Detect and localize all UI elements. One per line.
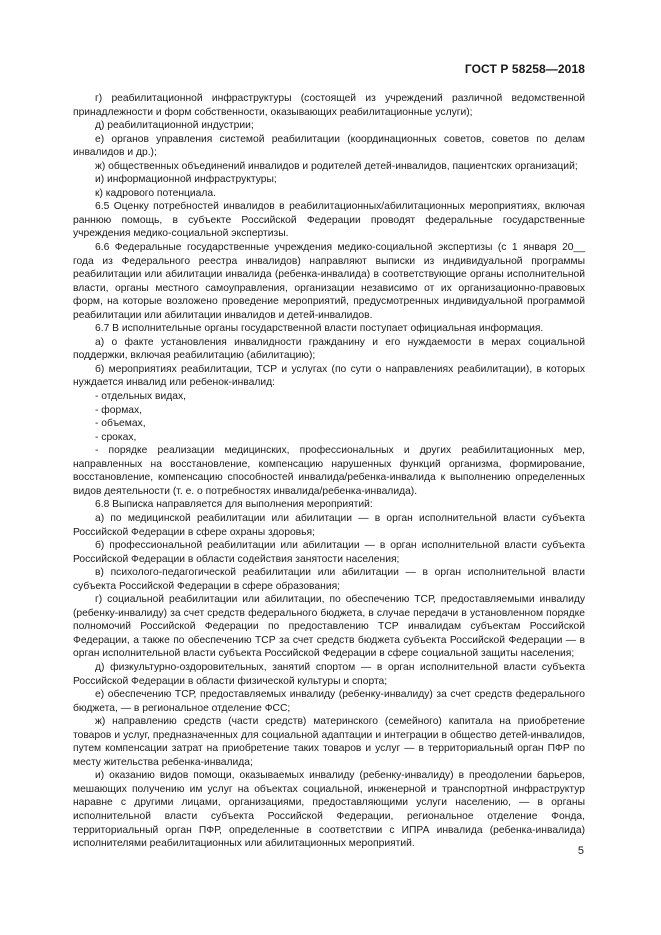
paragraph: 6.8 Выписка направляется для выполнения мероприятий: <box>95 499 373 511</box>
paragraph: а) по медицинской реабилитации или абилитации — в орган исполнительной власти субъекта Российской Федерации в сфере охраны здоровья; <box>73 512 585 538</box>
paragraph: и) информационной инфраструктуры; <box>95 174 277 186</box>
paragraph: ж) общественных объединений инвалидов и родителей детей-инвалидов, пациентских организаций; <box>95 160 578 172</box>
list-item: - порядке реализации медицинских, профессиональных и других реабилитационных мер, направленных на восстановление, компенсацию нарушенных функций организма, формирование, восстановление, компенсацию способностей инвалида/ребенка-инвалида к выполнению определенных видов деятельности (т. е. о потребностях инвалида/ребенка-инвалида). <box>73 445 585 497</box>
page-number: 5 <box>577 845 584 857</box>
list-item: - отдельных видах, <box>95 391 186 403</box>
paragraph: 6.5 Оценку потребностей инвалидов в реабилитационных/абилитационных мероприятиях, включая раннюю помощь, в субъекте Российской Федерации проводят федеральные государственные учреждения медико-социальной экспертизы. <box>73 201 585 240</box>
list-item: - формах, <box>95 404 143 416</box>
paragraph: и) оказанию видов помощи, оказываемых инвалиду (ребенку-инвалиду) в преодолении барьеров, мешающих получению им услуг на объектах социальной, инженерной и транспортной инфраструктур наравне с другими лицами, организациями, предоставляющими услуги населению, — в органы исполнительной власти субъекта Российской Федерации, региональное отделение Фонда, территориальный орган ПФР, определенные в соответствии с ИПРА инвалида (ребенка-инвалида) исполнителями реабилитационных или абилитационных мероприятий. <box>73 770 585 850</box>
paragraph: е) органов управления системой реабилитации (координационных советов, советов по делам инвалидов и др.); <box>73 133 585 159</box>
paragraph: е) обеспечению ТСР, предоставляемых инвалиду (ребенку-инвалиду) за счет средств федерального бюджета, — в региональное отделение ФСС; <box>73 689 585 714</box>
list-item: - объемах, <box>95 418 146 430</box>
list-item: - сроках, <box>95 431 137 443</box>
paragraph: б) мероприятиях реабилитации, ТСР и услугах (по сути о направлениях реабилитации), в которых нуждается инвалид или ребенок-инвалид: <box>73 363 585 389</box>
paragraph: д) физкультурно-оздоровительных, занятий спортом — в орган исполнительной власти субъекта Российской Федерации в области физической культуры и спорта; <box>73 661 585 687</box>
paragraph: г) реабилитационной инфраструктуры (состоящей из учреждений различной ведомственной принадлежности и форм собственности, оказывающих реабилитационные услуги); <box>73 93 585 118</box>
paragraph: 6.6 Федеральные государственные учреждения медико-социальной экспертизы (с 1 января 20__ года из Федерального реестра инвалидов) направляют выписки из индивидуальной программы реабилитации или абилитации инвалида (ребенка-инвалида) в соответствующие органы исполнительной власти, органы местного самоуправления, организации независимо от их организационно-правовых форм, на которые возложено проведение мероприятий, предусмотренных индивидуальной программой реабилитации или абилитации инвалидов и детей-инвалидов. <box>73 242 585 321</box>
paragraph: 6.7 В исполнительные органы государственной власти поступает официальная информация. <box>95 323 544 335</box>
paragraph: к) кадрового потенциала. <box>95 187 216 199</box>
paragraph: в) психолого-педагогической реабилитации или абилитации — в орган исполнительной власти субъекта Российской Федерации в сфере образования; <box>73 567 585 592</box>
paragraph: а) о факте установления инвалидности гражданину и его нуждаемости в мерах социальной поддержки, включая реабилитацию (абилитацию); <box>73 336 585 362</box>
paragraph: г) социальной реабилитации или абилитации, по обеспечению ТСР, предоставляемыми инвалиду (ребенку-инвалиду) за счет средств федерального бюджета, в случае передачи в установленном порядке полномочий Российской Федерации по предоставлению ТСР инвалидам субъектам Российской Федерации, а также по обеспечению ТСР за счет средств бюджета субъекта Российской Федерации — в орган исполнительной власти субъекта Российской Федерации в сфере социальной защиты населения; <box>73 594 585 660</box>
document-body <box>73 92 585 851</box>
paragraph: ж) направлению средств (части средств) материнского (семейного) капитала на приобретение товаров и услуг, предназначенных для социальной адаптации и интеграции в общество детей-инвалидов, путем компенсации затрат на приобретение таких товаров и услуг — в территориальный орган ПФР по месту жительства ребенка-инвалида; <box>73 716 585 768</box>
document-header: ГОСТ Р 58258—2018 <box>464 62 585 76</box>
paragraph: д) реабилитационной индустрии; <box>95 120 254 132</box>
paragraph: б) профессиональной реабилитации или абилитации — в орган исполнительной власти субъекта Российской Федерации в области содействия занятости населения; <box>73 540 585 565</box>
